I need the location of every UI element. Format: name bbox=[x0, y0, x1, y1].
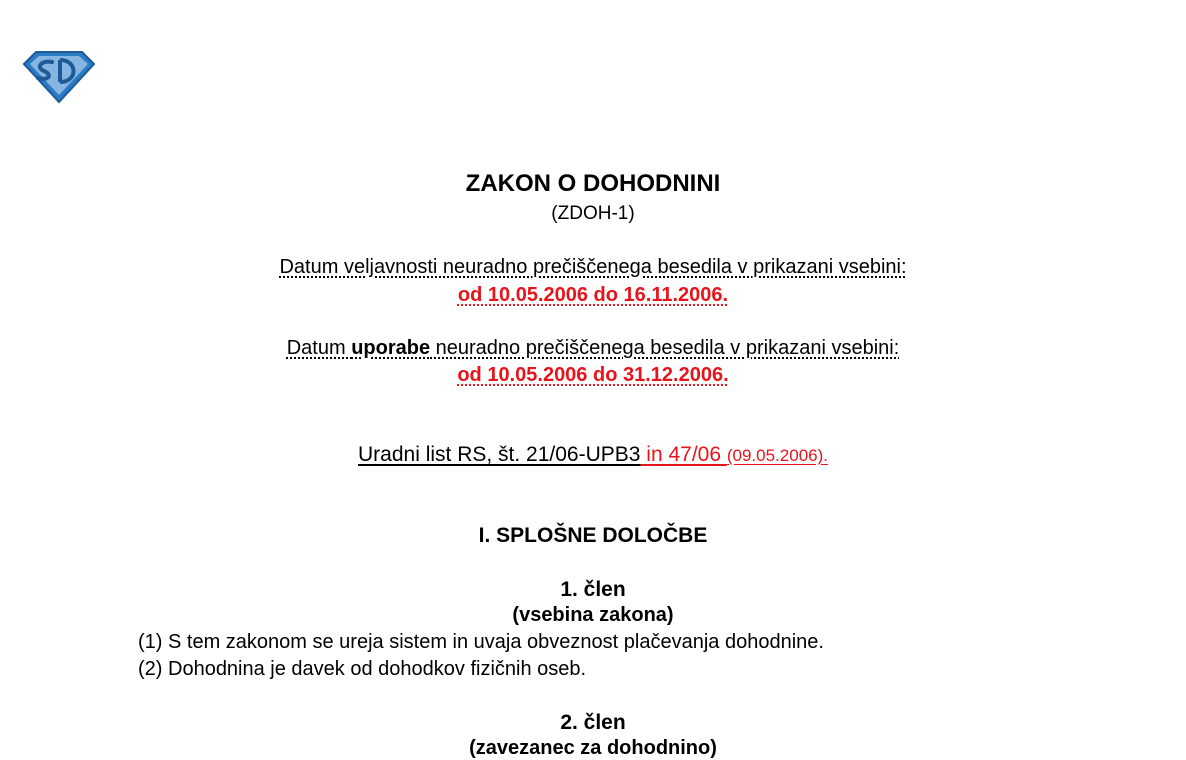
application-label-end: neuradno prečiščenega besedila v prikazani vsebini: bbox=[430, 337, 900, 359]
article-1-paragraph-1: (1) S tem zakonom se ureja sistem in uvaja obveznost plačevanja dohodnine. bbox=[138, 631, 824, 653]
gazette-addition: in 47/06 bbox=[640, 443, 727, 466]
sd-shield-logo-icon bbox=[22, 50, 96, 104]
gazette-main: Uradni list RS, št. 21/06-UPB3 bbox=[358, 443, 641, 466]
article-2-subtitle: (zavezanec za dohodnino) bbox=[469, 737, 717, 759]
application-range bbox=[0, 364, 1186, 387]
chapter-heading: I. SPLOŠNE DOLOČBE bbox=[478, 524, 708, 547]
application-label bbox=[0, 337, 1186, 360]
validity-label-text: Datum veljavnosti neuradno prečiščenega besedila v prikazani vsebini: bbox=[279, 256, 907, 278]
application-range-text: od 10.05.2006 do 31.12.2006. bbox=[457, 364, 729, 386]
validity-range-text: od 10.05.2006 do 16.11.2006. bbox=[457, 284, 729, 306]
application-label-bold: uporabe bbox=[351, 337, 431, 359]
application-label-start: Datum bbox=[286, 337, 352, 359]
gazette-reference bbox=[0, 443, 1186, 467]
document-abbreviation: (ZDOH-1) bbox=[551, 203, 635, 224]
article-1-number: 1. člen bbox=[560, 578, 626, 601]
article-1-subtitle: (vsebina zakona) bbox=[512, 604, 674, 626]
article-1-paragraph-2: (2) Dohodnina je davek od dohodkov fizičnih oseb. bbox=[138, 658, 587, 680]
article-2-number: 2. člen bbox=[560, 711, 626, 734]
document-title: ZAKON O DOHODNINI bbox=[465, 170, 721, 197]
validity-label bbox=[0, 256, 1186, 279]
gazette-date: (09.05.2006). bbox=[726, 446, 828, 465]
validity-range bbox=[0, 284, 1186, 307]
